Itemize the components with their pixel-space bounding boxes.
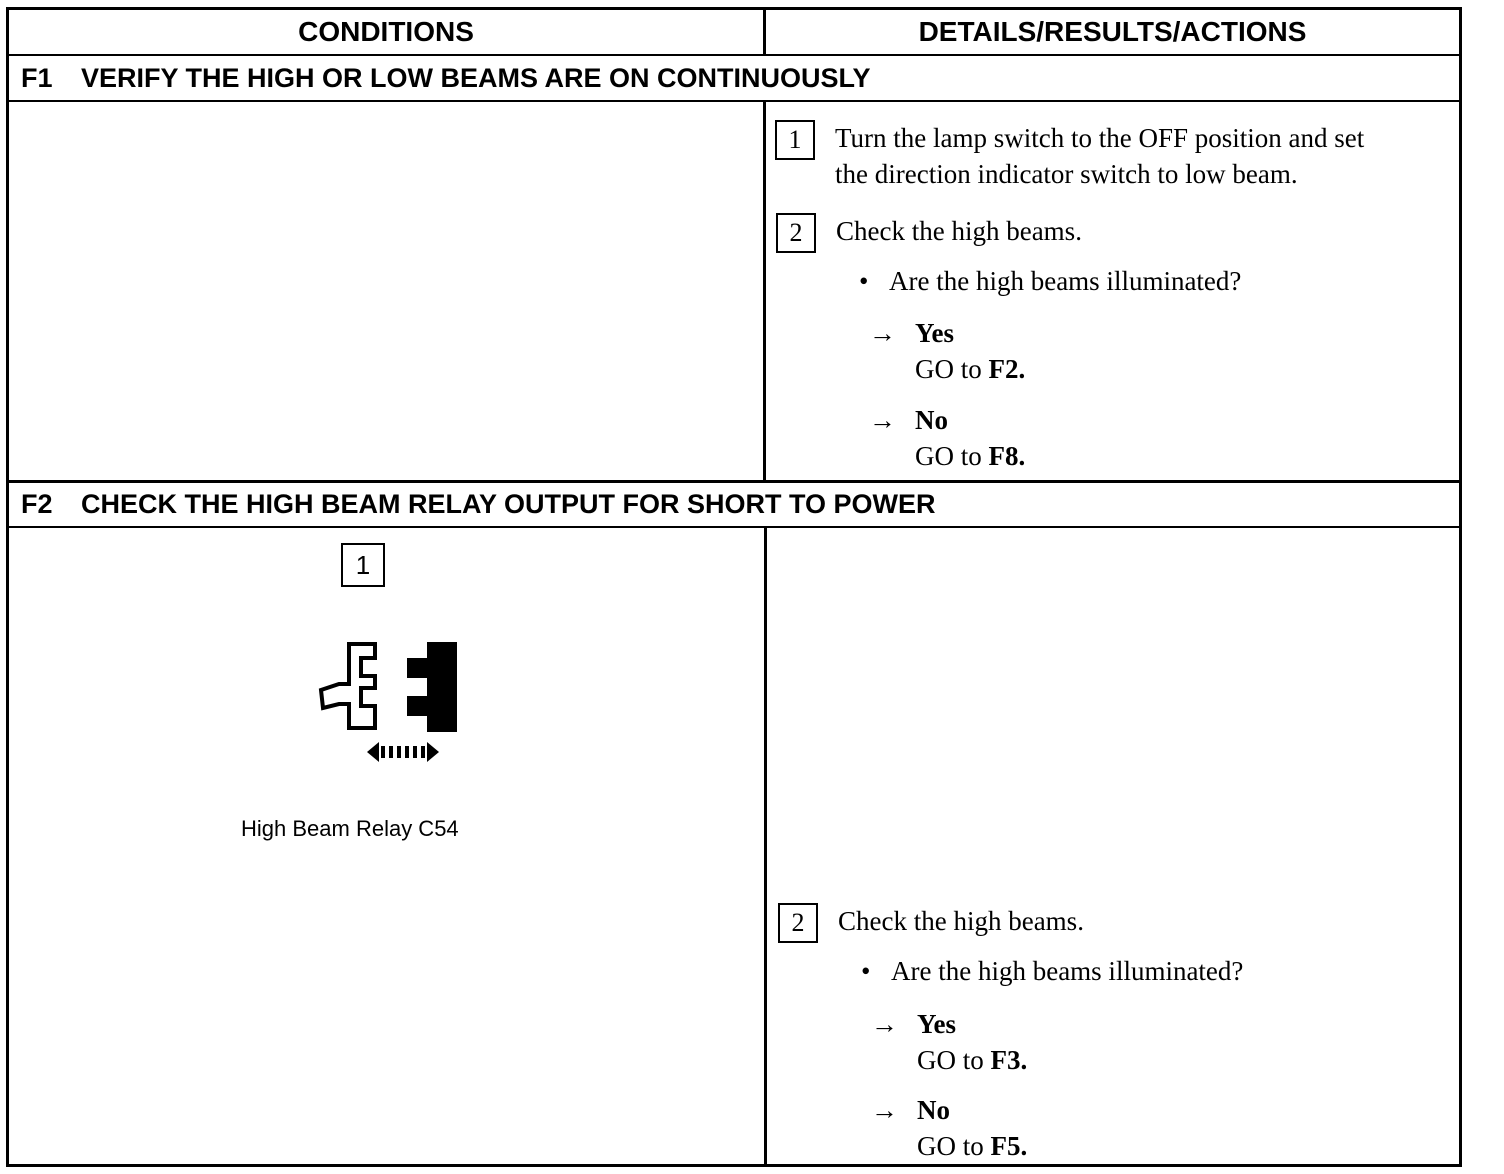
section-title-text: VERIFY THE HIGH OR LOW BEAMS ARE ON CONTINUOUSLY <box>81 63 871 93</box>
step-text <box>835 120 1364 192</box>
go-prefix: GO to <box>917 1045 984 1075</box>
column-divider <box>763 100 766 482</box>
answer-label: Yes <box>915 318 954 348</box>
step-text: Check the high beams. <box>836 216 1082 246</box>
divider <box>9 100 1459 102</box>
figure-step-number-box: 1 <box>341 543 385 587</box>
question-text: Are the high beams illuminated? <box>891 956 1244 986</box>
arrow-left-head <box>367 742 379 762</box>
arrow-right-icon: → <box>871 1095 898 1125</box>
header-conditions: CONDITIONS <box>298 16 474 47</box>
f1-question <box>859 266 1241 297</box>
step-number-box: 2 <box>776 213 816 253</box>
step-text-line: Turn the lamp switch to the OFF position and set <box>835 123 1365 153</box>
f2-step-2 <box>778 903 1084 943</box>
connector-disconnect-icon <box>309 636 469 770</box>
arrow-right-icon: → <box>869 318 896 348</box>
arrow-dash <box>381 746 385 758</box>
step-text: Check the high beams. <box>838 906 1084 936</box>
go-target: F5. <box>990 1131 1028 1161</box>
answer-label: No <box>917 1095 950 1125</box>
go-prefix: GO to <box>915 354 982 384</box>
diagnostic-table <box>6 7 1462 1167</box>
section-title-f1 <box>9 56 1459 100</box>
f2-answer-yes <box>871 1006 1027 1078</box>
go-target: F2. <box>988 354 1026 384</box>
figure-caption: High Beam Relay C54 <box>241 816 459 841</box>
bullet-icon: • <box>859 266 869 296</box>
step-number-box: 1 <box>775 120 815 160</box>
arrow-dash <box>413 746 417 758</box>
go-prefix: GO to <box>915 441 982 471</box>
go-prefix: GO to <box>917 1131 984 1161</box>
step-text-line: the direction indicator switch to low beam. <box>835 159 1298 189</box>
f1-step-2 <box>776 213 1082 253</box>
section-id: F2 <box>21 489 53 519</box>
connector-female <box>407 642 457 732</box>
go-target: F8. <box>988 441 1026 471</box>
column-divider <box>764 526 767 1166</box>
arrow-dash <box>421 746 425 758</box>
divider <box>9 526 1459 528</box>
answer-label: No <box>915 405 948 435</box>
arrow-right-icon: → <box>871 1009 898 1039</box>
section-title-text: CHECK THE HIGH BEAM RELAY OUTPUT FOR SHORT TO POWER <box>81 489 936 519</box>
f2-answer-no <box>871 1092 1027 1164</box>
header-details: DETAILS/RESULTS/ACTIONS <box>918 16 1307 47</box>
column-divider <box>763 10 766 56</box>
section-title-f2 <box>9 482 1459 526</box>
arrow-right-head <box>427 742 439 762</box>
go-target: F3. <box>990 1045 1028 1075</box>
bullet-icon: • <box>861 956 871 986</box>
arrow-dash <box>397 746 401 758</box>
f2-question <box>861 956 1243 987</box>
answer-label: Yes <box>917 1009 956 1039</box>
question-text: Are the high beams illuminated? <box>889 266 1242 296</box>
connector-male <box>321 644 375 728</box>
section-id: F1 <box>21 63 53 93</box>
f1-answer-yes <box>869 315 1025 387</box>
f1-answer-no <box>869 402 1025 474</box>
arrow-dash <box>405 746 409 758</box>
step-number-box: 2 <box>778 903 818 943</box>
arrow-dash <box>389 746 393 758</box>
arrow-right-icon: → <box>869 405 896 435</box>
f1-step-1 <box>775 120 1364 192</box>
